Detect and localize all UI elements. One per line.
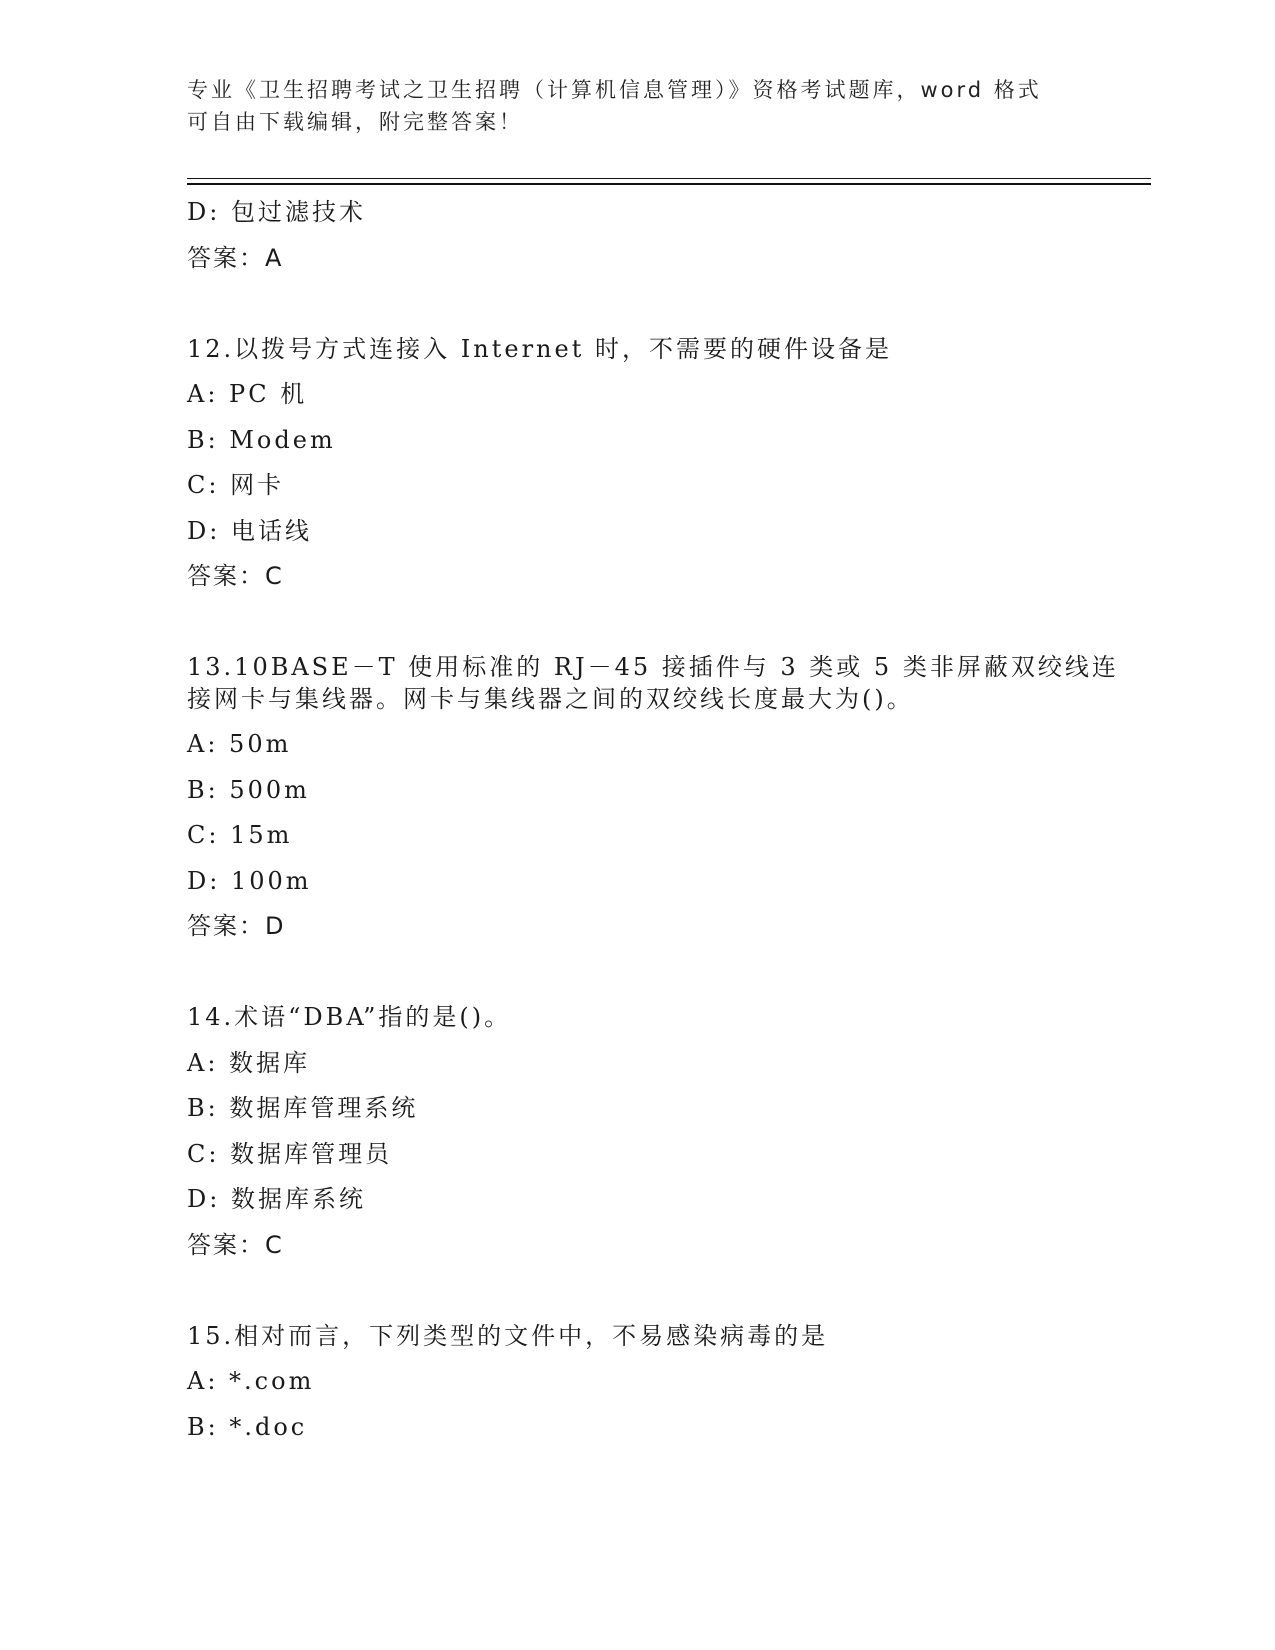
answer: 答案：D [187,912,286,940]
option-a: A: *.com [187,1367,315,1395]
answer: 答案：C [187,1230,284,1259]
option-b: B: 500m [187,775,310,804]
header-line-2: 可自由下载编辑，附完整答案！ [187,110,523,134]
option-d: D: 数据库系统 [187,1185,366,1213]
spacer [187,950,1107,996]
question-stem: 12.以拨号方式连接入 Internet 时，不需要的硬件设备是 [187,334,892,363]
question-stem: 15.相对而言，下列类型的文件中，不易感染病毒的是 [187,1321,829,1350]
answer: 答案：C [187,562,284,590]
option-a: A: 数据库 [187,1048,311,1077]
spacer [187,281,1107,327]
option-d: D: 电话线 [187,516,312,545]
question-15 [187,1314,1107,1451]
question-13 [187,645,1119,950]
option-c: C: 网卡 [187,471,285,499]
header-divider-thin [187,178,1151,179]
prev-question-option-d: D: 包过滤技术 [187,198,366,226]
prev-question-answer: 答案：A [187,243,284,272]
question-stem: 14.术语“DBA”指的是()。 [187,1003,512,1031]
option-b: B: *.doc [187,1412,308,1441]
spacer [187,600,1107,646]
option-a: A: 50m [187,730,292,758]
question-12 [187,327,1107,600]
option-d: D: 100m [187,866,312,895]
spacer [187,1268,1107,1314]
header-line-1: 专业《卫生招聘考试之卫生招聘（计算机信息管理）》资格考试题库，word 格式 [187,78,1042,102]
option-b: B: 数据库管理系统 [187,1094,419,1122]
page-header [187,74,1087,138]
header-divider-thick [187,183,1151,185]
option-c: C: 数据库管理员 [187,1139,393,1168]
option-c: C: 15m [187,821,293,849]
question-content [187,190,1119,1450]
question-14 [187,995,1107,1268]
option-a: A: PC 机 [187,380,308,408]
question-stem [187,645,1119,722]
question-stem-line-2: 接网卡与集线器。网卡与集线器之间的双绞线长度最大为()。 [187,685,914,713]
option-b: B: Modem [187,425,336,454]
question-stem-line-1: 13.10BASE－T 使用标准的 RJ－45 接插件与 3 类或 5 类非屏蔽双绞线连 [187,653,1119,681]
